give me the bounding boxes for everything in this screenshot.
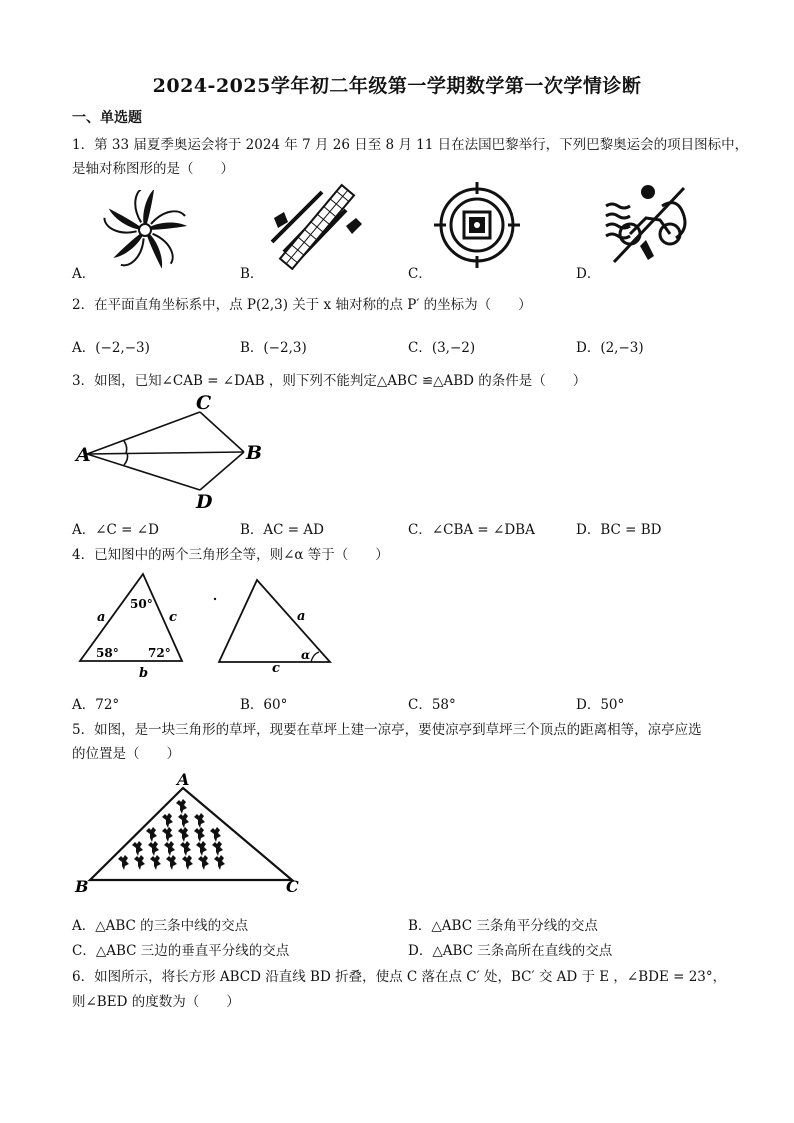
grass-tuft [134, 855, 145, 870]
q1-option-a[interactable]: A． [72, 266, 96, 282]
q4-side-a: a [97, 610, 106, 625]
grass-tuft [118, 855, 129, 870]
q4-stem: 4．已知图中的两个三角形全等，则∠α 等于（ ） [72, 547, 389, 563]
q4-option-b[interactable]: B．60° [240, 697, 288, 713]
q3-label-a: A [76, 444, 91, 466]
olympic-icon-cycling [600, 180, 695, 270]
q1-option-d[interactable]: D． [576, 266, 601, 282]
grass-tuft [146, 827, 157, 842]
q4-side-c: c [169, 610, 177, 625]
q3-option-d[interactable]: D．BC = BD [576, 522, 662, 538]
grass-tuft [198, 855, 209, 870]
q3-label-d: D [196, 491, 213, 513]
q1-stem-line2: 是轴对称图形的是（ ） [72, 161, 234, 177]
q2-option-a[interactable]: A．(−2,−3) [72, 340, 150, 356]
q1-option-c[interactable]: C． [408, 266, 432, 282]
q4-option-a[interactable]: A．72° [72, 697, 120, 713]
olympic-icon-shooting [432, 180, 522, 270]
grass-tuft [162, 827, 173, 842]
q4-option-d[interactable]: D．50° [576, 697, 625, 713]
grass-tuft [194, 813, 205, 828]
page-title: 2024-2025学年初二年级第一学期数学第一次学情诊断 [152, 75, 642, 97]
q3-label-c: C [196, 392, 212, 414]
q3-option-c[interactable]: C．∠CBA = ∠DBA [408, 522, 535, 538]
section-heading: 一、单选题 [72, 110, 142, 126]
q5-option-a[interactable]: A．△ABC 的三条中线的交点 [72, 918, 249, 934]
q4-triangle-1 [72, 568, 192, 678]
grass-tuft [166, 855, 177, 870]
grass-tuft [212, 841, 223, 856]
grass-tuft [164, 841, 175, 856]
q2-option-c[interactable]: C．(3,−2) [408, 340, 476, 356]
q6-stem-line1: 6．如图所示，将长方形 ABCD 沿直线 BD 折叠，使点 C 落在点 C′ 处，BC′ 交 AD 于 E ，∠BDE = 23°， [72, 969, 727, 985]
q4-angle-top: 50° [130, 597, 153, 611]
grass-tuft [182, 855, 193, 870]
q2-option-d[interactable]: D．(2,−3) [576, 340, 644, 356]
q3-option-a[interactable]: A．∠C = ∠D [72, 522, 159, 538]
q3-option-b[interactable]: B．AC = AD [240, 522, 324, 538]
q4-fig2-side-a: a [297, 609, 306, 624]
grass-tuft [196, 841, 207, 856]
q3-kite-figure [72, 390, 272, 515]
q2-option-b[interactable]: B．(−2,3) [240, 340, 307, 356]
olympic-icon-badminton [262, 182, 367, 270]
grass-tuft [178, 813, 189, 828]
grass-tuft [180, 841, 191, 856]
q3-label-b: B [246, 442, 263, 464]
olympic-icon-pinwheel [95, 190, 195, 270]
q4-side-b: b [139, 666, 149, 678]
q3-stem: 3．如图，已知∠CAB = ∠DAB ，则下列不能判定△ABC ≌△ABD 的条件是（ ） [72, 373, 587, 389]
grass-tuft [178, 827, 189, 842]
q4-fig2-side-c: c [272, 661, 280, 674]
grass-tuft [132, 841, 143, 856]
q4-triangle-2 [205, 572, 340, 674]
q2-stem: 2．在平面直角坐标系中，点 P(2,3) 关于 x 轴对称的点 P′ 的坐标为（ ） [72, 297, 532, 313]
q5-lawn-triangle [72, 768, 307, 896]
q5-option-d[interactable]: D．△ABC 三条高所在直线的交点 [408, 943, 613, 959]
grass-tuft [176, 799, 187, 814]
q1-stem-line1: 1．第 33 届夏季奥运会将于 2024 年 7 月 26 日至 8 月 11 日在法国巴黎举行，下列巴黎奥运会的项目图标中， [72, 137, 749, 153]
q4-angle-left: 58° [96, 646, 119, 660]
grass-tuft [150, 855, 161, 870]
q1-option-b[interactable]: B． [240, 266, 264, 282]
q5-option-b[interactable]: B．△ABC 三条角平分线的交点 [408, 918, 598, 934]
q5-label-a: A [177, 770, 190, 789]
q4-angle-right: 72° [148, 646, 171, 660]
q5-label-c: C [286, 877, 299, 896]
grass-tuft [210, 827, 221, 842]
q5-stem-line2: 的位置是（ ） [72, 746, 180, 762]
q4-fig2-angle: α [301, 648, 311, 662]
grass-tuft [148, 841, 159, 856]
q6-stem-line2: 则∠BED 的度数为（ ） [72, 994, 240, 1010]
grass-tuft [194, 827, 205, 842]
q5-stem-line1: 5．如图，是一块三角形的草坪，现要在草坪上建一凉亭，要使凉亭到草坪三个顶点的距离相等，凉亭应选 [72, 722, 702, 738]
q5-label-b: B [75, 877, 89, 896]
grass-tuft [214, 855, 225, 870]
grass-tuft [162, 813, 173, 828]
q5-option-c[interactable]: C．△ABC 三边的垂直平分线的交点 [72, 943, 290, 959]
q4-option-c[interactable]: C．58° [408, 697, 456, 713]
